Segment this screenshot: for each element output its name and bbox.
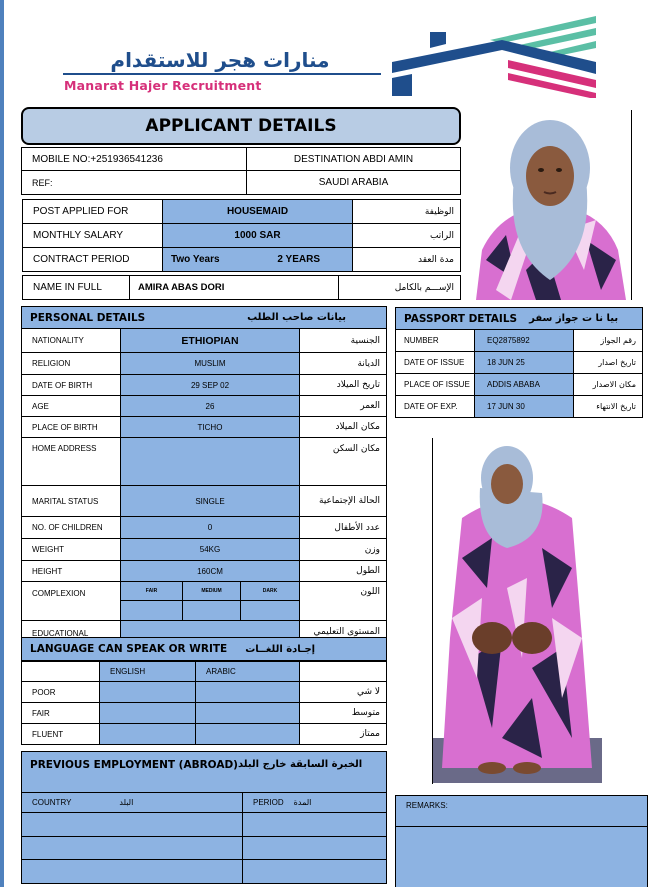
post-applied-label: POST APPLIED FOR — [22, 199, 163, 224]
period-label: PERIOD — [253, 798, 284, 807]
full-name-label: NAME IN FULL — [22, 275, 130, 300]
personal-details-title-ar: بيانات صاحب الطلب — [247, 312, 346, 323]
employment-country-cell[interactable] — [21, 859, 243, 884]
contract-period-years: 2 YEARS — [277, 254, 320, 265]
home-address-label: HOME ADDRESS — [21, 437, 121, 486]
page-left-border — [0, 0, 4, 887]
age-label: AGE — [21, 395, 121, 417]
marital-status-label: MARITAL STATUS — [21, 485, 121, 517]
passport-date-of-issue-value: 18 JUN 25 — [474, 351, 574, 374]
weight-value: 54KG — [120, 538, 300, 561]
no-of-children-label-ar: عدد الأطفال — [299, 516, 387, 539]
date-of-birth-label: DATE OF BIRTH — [21, 374, 121, 396]
language-col-english: ENGLISH — [99, 661, 196, 682]
marital-status-label-ar: الحالة الإجتماعية — [299, 485, 387, 517]
monthly-salary-value: 1000 SAR — [162, 223, 353, 248]
language-fair-label: FAIR — [21, 702, 100, 724]
monthly-salary-label: MONTHLY SALARY — [22, 223, 163, 248]
education-label: EDUCATIONAL — [21, 620, 121, 638]
contract-period-label-ar: مدة العقد — [352, 247, 461, 272]
home-address-label-ar: مكان السكن — [299, 437, 387, 486]
date-of-birth-label-ar: تاريخ الميلاد — [299, 374, 387, 396]
language-fair-arabic[interactable] — [195, 702, 300, 724]
full-body-frame-left — [432, 438, 433, 784]
complexion-medium-check[interactable] — [182, 600, 241, 621]
complexion-dark-check[interactable] — [240, 600, 300, 621]
passport-number-value: EQ2875892 — [474, 329, 574, 352]
employment-period-cell[interactable] — [242, 859, 387, 884]
weight-label-ar: وزن — [299, 538, 387, 561]
passport-date-of-exp-value: 17 JUN 30 — [474, 395, 574, 418]
mobile-number: MOBILE NO:+251936541236 — [21, 147, 247, 171]
language-poor-label: POOR — [21, 681, 100, 703]
full-name-label-ar: الإســـم بالكامل — [338, 275, 461, 300]
height-label-ar: الطول — [299, 560, 387, 582]
passport-title: PASSPORT DETAILS — [404, 312, 518, 325]
marital-status-value: SINGLE — [120, 485, 300, 517]
height-label: HEIGHT — [21, 560, 121, 582]
page-title: APPLICANT DETAILS — [21, 107, 461, 145]
passport-date-of-issue-label-ar: تاريخ اصدار — [573, 351, 643, 374]
language-fluent-english[interactable] — [99, 723, 196, 745]
full-name-value: AMIRA ABAS DORI — [129, 275, 339, 300]
place-of-birth-label: PLACE OF BIRTH — [21, 416, 121, 438]
nationality-label-ar: الجنسية — [299, 328, 387, 353]
complexion-dark[interactable]: DARK — [240, 581, 300, 601]
personal-details-header — [21, 306, 387, 329]
language-corner — [21, 661, 100, 682]
language-fair-english[interactable] — [99, 702, 196, 724]
employment-header — [21, 751, 387, 793]
passport-place-of-issue-label: PLACE OF ISSUE — [395, 373, 475, 396]
logo-underline — [63, 73, 381, 75]
nationality-value: ETHIOPIAN — [120, 328, 300, 353]
destination-country: SAUDI ARABIA — [246, 170, 461, 195]
height-value: 160CM — [120, 560, 300, 582]
post-applied-value: HOUSEMAID — [162, 199, 353, 224]
place-of-birth-value: TICHO — [120, 416, 300, 438]
age-value: 26 — [120, 395, 300, 417]
date-of-birth-value: 29 SEP 02 — [120, 374, 300, 396]
employment-country-cell[interactable] — [21, 812, 243, 837]
language-fluent-label-ar: ممتاز — [299, 723, 387, 745]
education-value — [120, 620, 300, 638]
home-address-value — [120, 437, 300, 486]
language-col-arabic: ARABIC — [195, 661, 300, 682]
language-corner-ar — [299, 661, 387, 682]
no-of-children-value: 0 — [120, 516, 300, 539]
complexion-medium[interactable]: MEDIUM — [182, 581, 241, 601]
company-name-arabic: منارات هجر للاستقدام — [110, 48, 330, 72]
employment-country-header — [21, 792, 243, 813]
no-of-children-label: NO. OF CHILDREN — [21, 516, 121, 539]
portrait-frame — [631, 110, 632, 300]
employment-period-header — [242, 792, 387, 813]
religion-label: RELIGION — [21, 352, 121, 375]
language-fluent-arabic[interactable] — [195, 723, 300, 745]
passport-place-of-issue-label-ar: مكان الاصدار — [573, 373, 643, 396]
contract-period-value — [162, 247, 353, 272]
passport-number-label-ar: رقم الجواز — [573, 329, 643, 352]
company-name-english: Manarat Hajer Recruitment — [64, 78, 262, 93]
age-label-ar: العمر — [299, 395, 387, 417]
monthly-salary-label-ar: الراتب — [352, 223, 461, 248]
complexion-fair[interactable]: FAIR — [120, 581, 183, 601]
employment-period-cell[interactable] — [242, 812, 387, 837]
language-title: LANGUAGE CAN SPEAK OR WRITE — [30, 643, 228, 655]
period-label-ar: المدة — [293, 798, 312, 807]
language-fluent-label: FLUENT — [21, 723, 100, 745]
complexion-fair-check[interactable] — [120, 600, 183, 621]
passport-date-of-exp-label: DATE OF EXP. — [395, 395, 475, 418]
employment-title: PREVIOUS EMPLOYMENT (ABROAD) — [30, 759, 238, 771]
complexion-label: COMPLEXION — [21, 581, 121, 621]
employment-period-cell[interactable] — [242, 836, 387, 861]
language-header — [21, 637, 387, 661]
complexion-label-ar: اللون — [299, 581, 387, 621]
applicant-portrait-photo — [466, 110, 633, 300]
place-of-birth-label-ar: مكان الميلاد — [299, 416, 387, 438]
nationality-label: NATIONALITY — [21, 328, 121, 353]
country-label-ar: البلد — [119, 798, 134, 807]
weight-label: WEIGHT — [21, 538, 121, 561]
language-poor-arabic[interactable] — [195, 681, 300, 703]
language-poor-label-ar: لا شي — [299, 681, 387, 703]
personal-details-title: PERSONAL DETAILS — [30, 311, 146, 324]
passport-date-of-issue-label: DATE OF ISSUE — [395, 351, 475, 374]
passport-title-ar: بيا نا ت جواز سفر — [529, 313, 619, 324]
remarks-label: REMARKS: — [395, 795, 648, 827]
religion-label-ar: الديانة — [299, 352, 387, 375]
post-applied-label-ar: الوظيفة — [352, 199, 461, 224]
contract-period-text: Two Years — [171, 254, 220, 265]
religion-value: MUSLIM — [120, 352, 300, 375]
applicant-full-body-photo — [432, 438, 602, 783]
contract-period-label: CONTRACT PERIOD — [22, 247, 163, 272]
employment-title-ar: الخبرة السابقة خارج البلد — [237, 759, 363, 770]
employment-country-cell[interactable] — [21, 836, 243, 861]
passport-header — [395, 307, 643, 330]
language-fair-label-ar: متوسط — [299, 702, 387, 724]
remarks-field[interactable] — [395, 826, 648, 887]
passport-number-label: NUMBER — [395, 329, 475, 352]
country-label: COUNTRY — [32, 798, 72, 807]
house-roof-logo-icon — [390, 10, 602, 98]
language-poor-english[interactable] — [99, 681, 196, 703]
reference: REF: — [21, 170, 247, 195]
language-title-ar: إجـادة اللغــات — [245, 643, 316, 655]
destination: DESTINATION ABDI AMIN — [246, 147, 461, 171]
passport-date-of-exp-label-ar: تاريخ الانتهاء — [573, 395, 643, 418]
passport-place-of-issue-value: ADDIS ABABA — [474, 373, 574, 396]
education-label-ar: المستوى التعليمي — [299, 620, 387, 638]
